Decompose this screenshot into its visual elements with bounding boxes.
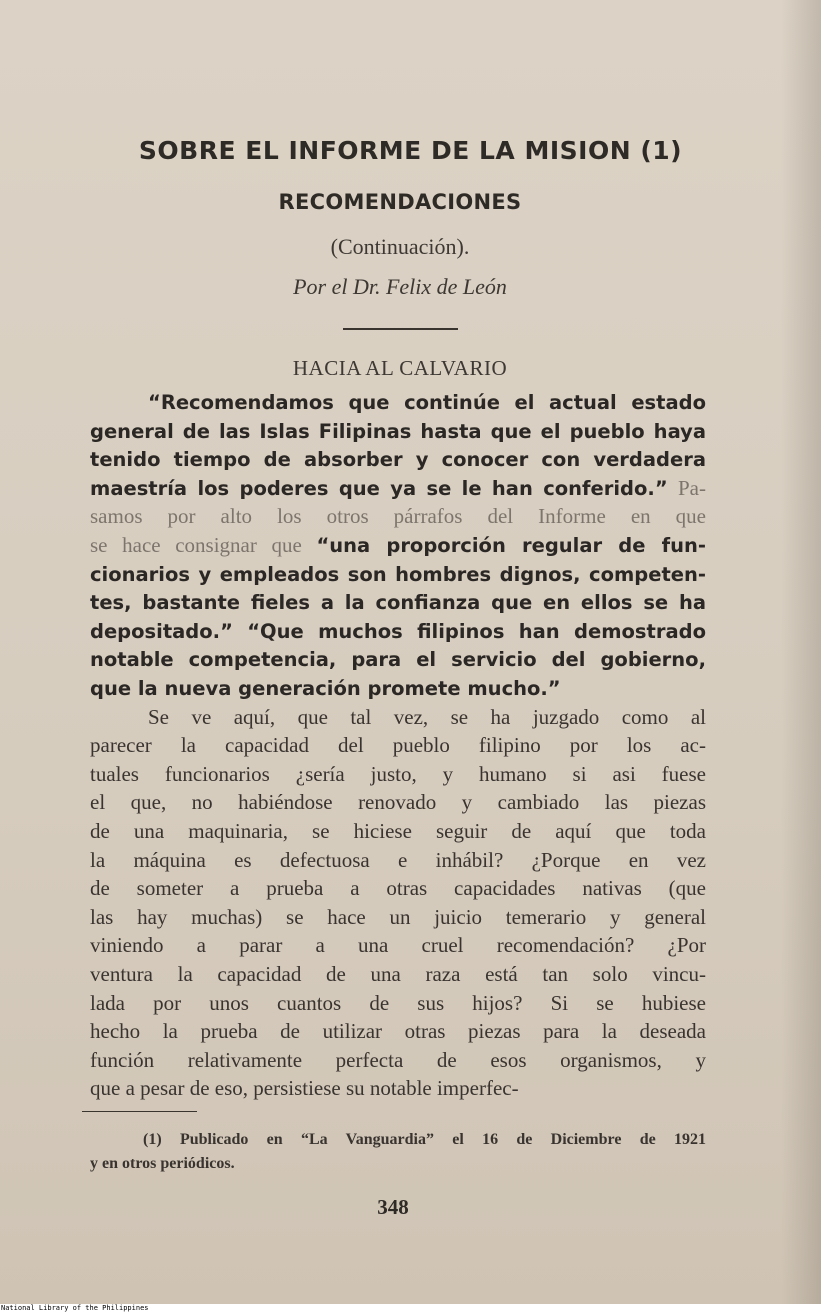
- text-run: tes, bastante fieles a la confianza que en ellos se ha: [90, 591, 706, 615]
- text-run: de una maquinaria, se hiciese seguir de aquí que toda: [90, 819, 706, 843]
- library-credit: National Library of the Philippines: [1, 1304, 149, 1312]
- page-number: 348: [377, 1195, 409, 1219]
- article-title: SOBRE EL INFORME DE LA MISION (1): [138, 136, 683, 165]
- text-line: [148, 703, 706, 731]
- text-run: las hay muchas) se hace un juicio temerario y general: [90, 904, 706, 929]
- continuation-note: (Continuación).: [330, 234, 470, 259]
- text-run: la máquina es defectuosa e inhábil? ¿Porque en vez: [90, 847, 706, 872]
- text-run: Se ve aquí, que tal vez, se ha juzgado como al: [148, 704, 706, 729]
- text-line: [90, 645, 706, 673]
- text-run: samos por alto los otros párrafos del Informe en que: [90, 504, 706, 529]
- text-line: [90, 417, 706, 445]
- text-line: [90, 1074, 706, 1102]
- text-line: [90, 874, 706, 902]
- text-run: tuales funcionarios ¿sería justo, y humano si asi fuese: [90, 761, 706, 786]
- text-run: de someter a prueba a otras capacidades nativas (que: [90, 876, 706, 901]
- text-run: hecho la prueba de utilizar otras piezas para la deseada: [90, 1019, 706, 1044]
- text-run: parecer la capacidad del pueblo filipino por los ac-: [90, 733, 706, 758]
- text-line: [90, 445, 706, 473]
- footnote-line: y en otros periódicos.: [90, 1155, 235, 1172]
- text-line: [90, 760, 706, 788]
- text-line: [90, 1046, 706, 1074]
- text-line: [90, 617, 706, 645]
- author-byline: Por el Dr. Felix de León: [293, 274, 507, 299]
- text-line: [90, 989, 706, 1017]
- text-run: “una proporción regular de fun-: [316, 534, 707, 557]
- text-line: [90, 1017, 706, 1045]
- text-run: Pa-: [678, 475, 706, 500]
- text-run: depositado.” “Que muchos filipinos han demostrado: [90, 619, 706, 643]
- text-run: viniendo a parar a una cruel recomendación? ¿Por: [90, 933, 706, 958]
- text-run: notable competencia, para el servicio del gobierno,: [90, 648, 706, 672]
- section-heading: HACIA AL CALVARIO: [292, 356, 508, 380]
- text-line: [148, 388, 706, 416]
- text-run: que la nueva generación promete mucho.”: [90, 677, 561, 700]
- text-run: maestría los poderes que ya se le han conferido.”: [90, 476, 678, 500]
- text-run: tenido tiempo de absorber y conocer con verdadera: [90, 448, 706, 472]
- text-line: [90, 731, 706, 759]
- text-line: [90, 674, 706, 702]
- text-line: [90, 588, 706, 616]
- text-run: “Recomendamos que continúe el actual estado: [148, 391, 706, 414]
- footnote-divider: [82, 1111, 197, 1112]
- text-run: lada por unos cuantos de sus hijos? Si se hubiese: [90, 990, 706, 1015]
- text-run: general de las Islas Filipinas hasta que el pueblo haya: [90, 419, 706, 443]
- text-run: que a pesar de eso, persistiese su notable imperfec-: [90, 1076, 519, 1101]
- text-run: ventura la capacidad de una raza está tan solo vincu-: [90, 962, 706, 986]
- text-line: [90, 788, 706, 816]
- text-line: [90, 846, 706, 874]
- text-line: [90, 531, 706, 559]
- text-line: [90, 502, 706, 530]
- text-run: cionarios y empleados son hombres dignos, competen-: [90, 562, 706, 586]
- text-run: función relativamente perfecta de esos organismos, y: [90, 1047, 706, 1072]
- text-run: el que, no habiéndose renovado y cambiado las piezas: [90, 790, 706, 815]
- text-line: [90, 817, 706, 845]
- text-line: [90, 931, 706, 959]
- text-line: [90, 903, 706, 931]
- text-line: [90, 960, 706, 988]
- article-subtitle: RECOMENDACIONES: [278, 190, 522, 214]
- text-run: se hace consignar que: [90, 533, 317, 557]
- text-line: [90, 560, 706, 588]
- footnote-line: (1) Publicado en “La Vanguardia” el 16 de Diciembre de 1921: [143, 1131, 706, 1148]
- text-line: [90, 474, 706, 502]
- title-divider: [343, 328, 458, 330]
